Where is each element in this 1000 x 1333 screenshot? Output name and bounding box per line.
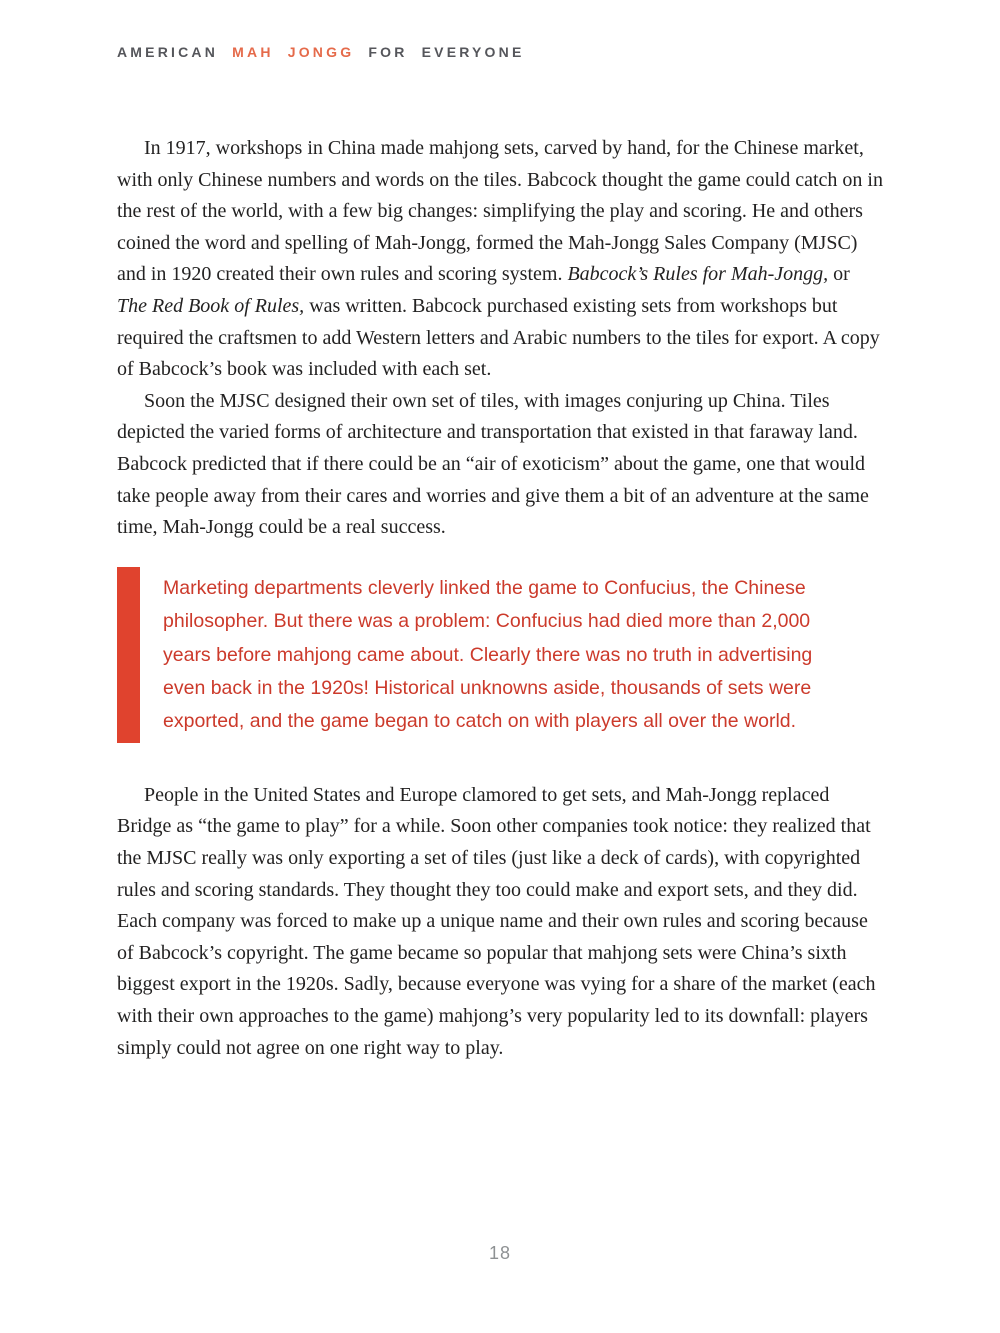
running-head-highlight: MAH JONGG [232,44,355,60]
pullquote-text: Marketing departments cleverly linked the game to Confucius, the Chinese philosopher. But there was a problem: Confucius had died more than 2,000 years before mahjong came about. Clearly there was no truth in advertising even back in the 1920s! Historical unknowns aside, thousands of sets were exported, and the game began to catch on with players all over the world. [163,576,813,733]
body-paragraph [117,780,884,1064]
page-number: 18 [488,1243,512,1263]
running-head-part2: FOR EVERYONE [368,44,525,60]
pullquote-accent-bar [117,567,140,743]
body-paragraph [117,386,884,544]
pullquote [117,567,884,743]
running-head-part1: AMERICAN [117,44,219,60]
text-run: People in the United States and Europe clamored to get sets, and Mah-Jongg replaced Bridge as “the game to play” for a while. Soon other companies took notice: they realized that the MJSC really was only exporting a set of tiles (just like a deck of cards), with copyrighted rules and scoring standards. They thought they too could make and export sets, and they did. Each company was forced to make up a unique name and their own rules and scoring because of Babcock’s copyright. The game became so popular that mahjong sets were China’s sixth biggest export in the 1920s. Sadly, because everyone was vying for a share of the market (each with their own approaches to the game) mahjong’s very popularity led to its downfall: players simply could not agree on one right way to play. [117,783,876,1059]
text-run: was written. Babcock purchased existing sets from workshops but required the craftsmen to add Western letters and Arabic numbers to the tiles for export. A copy of Babcock’s book was included with each set. [117,294,880,381]
text-run: Soon the MJSC designed their own set of tiles, with images conjuring up China. Tiles depicted the varied forms of architecture and transportation that existed in that faraway land. Babcock predicted that if there could be an “air of exoticism” about the game, one that would take people away from their cares and worries and give them a bit of an adventure at the same time, Mah-Jongg could be a real success. [117,389,869,539]
italic-text-run: Babcock’s Rules for Mah-Jongg, [567,263,829,286]
text-run: or [828,263,850,286]
body-paragraph [117,133,884,386]
running-head [117,44,884,60]
italic-text-run: The Red Book of Rules, [117,294,305,317]
page-body [117,133,884,1064]
text-run: In 1917, workshops in China made mahjong sets, carved by hand, for the Chinese market, with only Chinese numbers and words on the tiles. Babcock thought the game could catch on in the rest of the world, with a few big changes: simplifying the play and scoring. He and others coined the word and spelling of Mah-Jongg, formed the Mah-Jongg Sales Company (MJSC) and in 1920 created their own rules and scoring system. [117,137,883,286]
